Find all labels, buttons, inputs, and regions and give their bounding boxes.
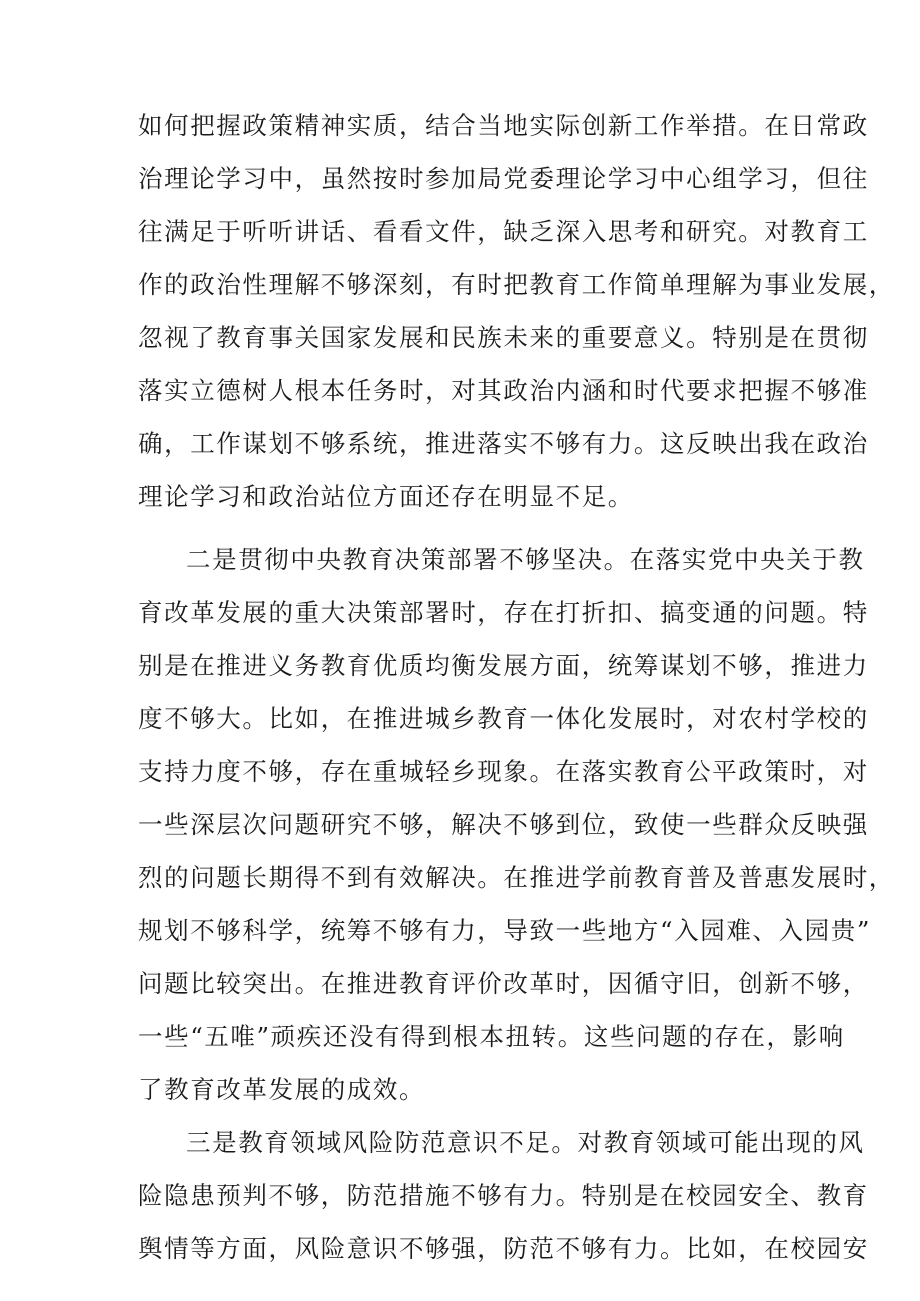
paragraph-2-line-4: 度不够大。比如，在推进城乡教育一体化发展时，对农村学校的 bbox=[138, 704, 869, 733]
paragraph-2-line-1: 二是贯彻中央教育决策部署不够坚决。在落实党中央关于教 bbox=[186, 545, 865, 574]
paragraph-2-line-9: 问题比较突出。在推进教育评价改革时，因循守旧，创新不够， bbox=[138, 969, 869, 998]
paragraph-2-line-5: 支持力度不够，存在重城轻乡现象。在落实教育公平政策时，对 bbox=[138, 757, 869, 786]
paragraph-2-line-2: 育改革发展的重大决策部署时，存在打折扣、搞变通的问题。特 bbox=[138, 598, 869, 627]
paragraph-3-line-1: 三是教育领域风险防范意识不足。对教育领域可能出现的风 bbox=[186, 1128, 865, 1157]
paragraph-1-line-2: 治理论学习中，虽然按时参加局党委理论学习中心组学习，但往 bbox=[138, 164, 869, 193]
paragraph-2-line-3: 别是在推进义务教育优质均衡发展方面，统筹谋划不够，推进力 bbox=[138, 651, 869, 680]
paragraph-2-line-6: 一些深层次问题研究不够，解决不够到位，致使一些群众反映强 bbox=[138, 810, 869, 839]
paragraph-3-line-3: 舆情等方面，风险意识不够强，防范不够有力。比如，在校园安 bbox=[138, 1234, 869, 1263]
paragraph-2-line-8: 规划不够科学，统筹不够有力，导致一些地方“入园难、入园贵” bbox=[138, 916, 871, 945]
paragraph-2-line-10: 一些“五唯”顽疾还没有得到根本扭转。这些问题的存在，影响 bbox=[138, 1022, 845, 1051]
paragraph-1-line-7: 确，工作谋划不够系统，推进落实不够有力。这反映出我在政治 bbox=[138, 429, 869, 458]
paragraph-2-line-11: 了教育改革发展的成效。 bbox=[138, 1075, 426, 1104]
paragraph-1-line-5: 忽视了教育事关国家发展和民族未来的重要意义。特别是在贯彻 bbox=[138, 323, 869, 352]
paragraph-1-line-1: 如何把握政策精神实质，结合当地实际创新工作举措。在日常政 bbox=[138, 111, 869, 140]
paragraph-2-line-7: 烈的问题长期得不到有效解决。在推进学前教育普及普惠发展时， bbox=[138, 863, 895, 892]
paragraph-1-line-8: 理论学习和政治站位方面还存在明显不足。 bbox=[138, 482, 634, 511]
paragraph-1-line-4: 作的政治性理解不够深刻，有时把教育工作简单理解为事业发展， bbox=[138, 270, 895, 299]
paragraph-1-line-6: 落实立德树人根本任务时，对其政治内涵和时代要求把握不够准 bbox=[138, 376, 869, 405]
paragraph-3-line-2: 险隐患预判不够，防范措施不够有力。特别是在校园安全、教育 bbox=[138, 1181, 869, 1210]
paragraph-1-line-3: 往满足于听听讲话、看看文件，缺乏深入思考和研究。对教育工 bbox=[138, 217, 869, 246]
